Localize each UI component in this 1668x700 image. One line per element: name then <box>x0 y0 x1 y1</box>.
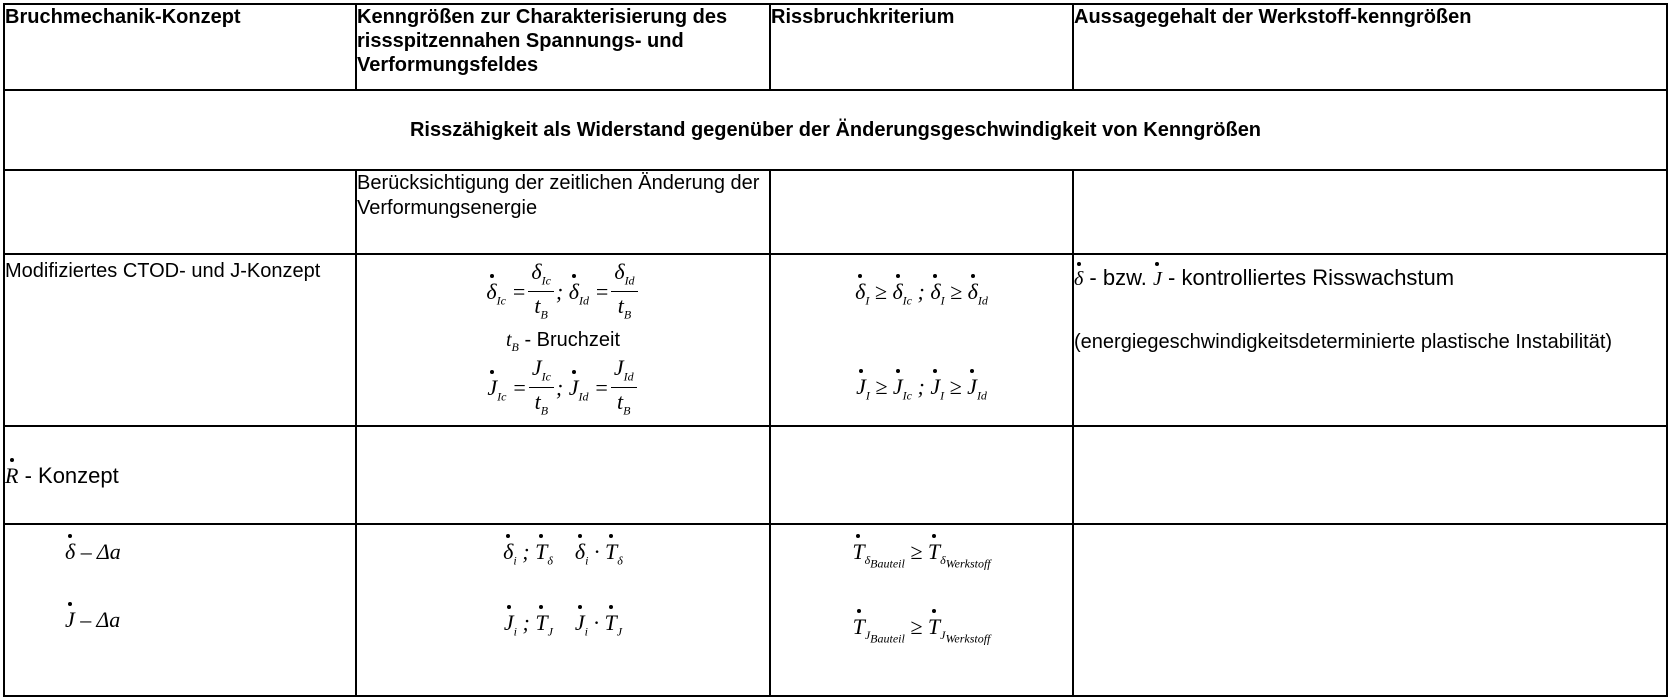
header-criterion: Rissbruchkriterium <box>770 4 1073 90</box>
instability-note: (energiegeschwindigkeitsdeterminierte plastische Instabilität) <box>1074 331 1613 353</box>
note-row <box>4 170 1667 254</box>
r-empty-2 <box>356 426 770 524</box>
bruchzeit-label: - Bruchzeit <box>524 328 621 351</box>
j-criterion: $J_I \ge J_{Ic}$ ; $J_I \ge J_{Id}$ <box>856 374 987 403</box>
note-empty-3 <box>770 170 1073 254</box>
fracture-mechanics-table <box>3 3 1668 697</box>
section-banner: Risszähigkeit als Widerstand gegenüber der Änderungsgeschwindigkeit von Kenngrößen <box>4 90 1667 170</box>
banner-row <box>4 90 1667 170</box>
header-significance: Aussagegehalt der Werkstoff-kenngrößen <box>1073 4 1667 90</box>
j-rate-equation: $J_{Ic}$ = $\frac{J_{Ic}}{t_B}$ ; $J_{Id}$ = $\frac{J_{Id}}{t_B}$ <box>357 357 769 423</box>
j-curve-params: $J_i$ ; $T_J$ $J_i \cdot T_J$ <box>503 610 623 639</box>
delta-rate-equation: $\delta_{Ic}$ = $\frac{\delta_{Ic}}{t_B}$ ; $\delta_{Id}$ = $\frac{\delta_{Id}}{t_B}$ <box>357 261 769 327</box>
bruchzeit-line: $t_B$ - Bruchzeit <box>505 328 621 354</box>
controlled-growth-line: δ - bzw. J - kontrolliertes Risswachstum <box>1074 265 1455 290</box>
header-row <box>4 4 1667 90</box>
header-parameters: Kenngrößen zur Charakterisierung des rissspitzennahen Spannungs- und Verformungsfeldes <box>356 4 770 90</box>
r-concept-label: R - Konzept <box>4 426 356 524</box>
j-tearing-criterion: $T_{J_{Bauteil}} \ge T_{J_{Werkstoff}}$ <box>852 613 991 646</box>
header-concept: Bruchmechanik-Konzept <box>4 4 356 90</box>
curves-criterion <box>770 524 1073 696</box>
modified-parameters <box>356 254 770 426</box>
modified-concept-row <box>4 254 1667 426</box>
delta-tearing-criterion: $T_{\delta_{Bauteil}} \ge T_{\delta_{Werkstoff}}$ <box>852 539 991 571</box>
bzw-label: - bzw. <box>1089 265 1147 290</box>
curves-empty-4 <box>1073 524 1667 696</box>
j-curve-label: J – Δa <box>65 607 121 632</box>
note-empty-1 <box>4 170 356 254</box>
curves-row <box>4 524 1667 696</box>
r-empty-4 <box>1073 426 1667 524</box>
delta-criterion: $\delta_I \ge \delta_{Ic}$ ; $\delta_I \ge \delta_{Id}$ <box>855 279 988 308</box>
curves-labels <box>4 524 356 696</box>
modified-criterion <box>770 254 1073 426</box>
note-empty-4 <box>1073 170 1667 254</box>
r-concept-row <box>4 426 1667 524</box>
r-empty-3 <box>770 426 1073 524</box>
delta-curve-label: δ – Δa <box>65 539 121 564</box>
modified-concept-label: Modifiziertes CTOD- und J-Konzept <box>4 254 356 426</box>
note-text: Berücksichtigung der zeitlichen Änderung der Verformungsenergie <box>356 170 770 254</box>
r-concept-text: - Konzept <box>24 462 119 488</box>
curves-parameters <box>356 524 770 696</box>
delta-curve-params: $\delta_i$ ; $T_\delta$ $\delta_i \cdot T_\delta$ <box>503 539 623 568</box>
controlled-growth-label: - kontrolliertes Risswachstum <box>1168 265 1455 290</box>
modified-significance <box>1073 254 1667 426</box>
